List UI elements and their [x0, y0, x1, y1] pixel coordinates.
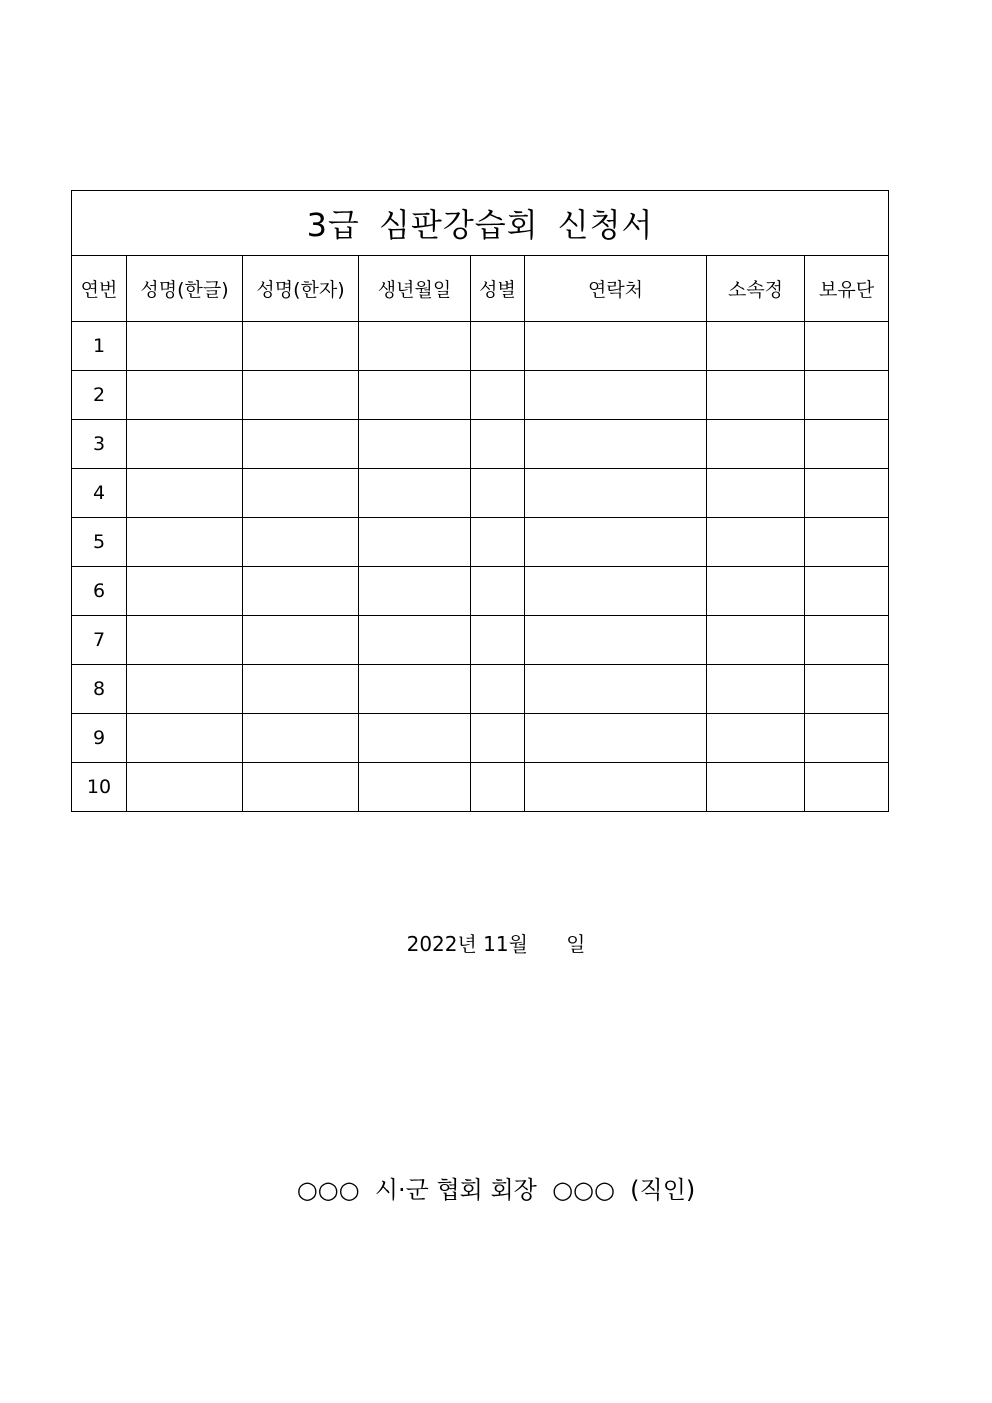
dan-rank-cell[interactable]	[805, 469, 889, 518]
row-number: 1	[72, 322, 127, 371]
table-row	[72, 567, 889, 616]
name-hanja-cell[interactable]	[243, 469, 359, 518]
birthdate-cell[interactable]	[359, 616, 471, 665]
name-korean-cell[interactable]	[127, 322, 243, 371]
contact-cell[interactable]	[525, 469, 707, 518]
row-number: 4	[72, 469, 127, 518]
contact-cell[interactable]	[525, 322, 707, 371]
gender-cell[interactable]	[471, 322, 525, 371]
header-gender: 성별	[471, 256, 525, 322]
birthdate-cell[interactable]	[359, 371, 471, 420]
header-birthdate: 생년월일	[359, 256, 471, 322]
dan-rank-cell[interactable]	[805, 616, 889, 665]
name-korean-cell[interactable]	[127, 420, 243, 469]
birthdate-cell[interactable]	[359, 420, 471, 469]
gender-cell[interactable]	[471, 518, 525, 567]
table-row	[72, 469, 889, 518]
contact-cell[interactable]	[525, 714, 707, 763]
table-row	[72, 420, 889, 469]
header-number: 연번	[72, 256, 127, 322]
contact-cell[interactable]	[525, 763, 707, 812]
name-korean-cell[interactable]	[127, 567, 243, 616]
table-row	[72, 322, 889, 371]
gender-cell[interactable]	[471, 469, 525, 518]
table-row	[72, 616, 889, 665]
name-hanja-cell[interactable]	[243, 616, 359, 665]
header-contact: 연락처	[525, 256, 707, 322]
row-number: 9	[72, 714, 127, 763]
table-row	[72, 665, 889, 714]
gender-cell[interactable]	[471, 616, 525, 665]
row-number: 6	[72, 567, 127, 616]
gender-cell[interactable]	[471, 420, 525, 469]
birthdate-cell[interactable]	[359, 322, 471, 371]
birthdate-cell[interactable]	[359, 469, 471, 518]
name-hanja-cell[interactable]	[243, 714, 359, 763]
name-korean-cell[interactable]	[127, 763, 243, 812]
affiliation-cell[interactable]	[707, 567, 805, 616]
affiliation-cell[interactable]	[707, 420, 805, 469]
gender-cell[interactable]	[471, 763, 525, 812]
row-number: 8	[72, 665, 127, 714]
name-hanja-cell[interactable]	[243, 420, 359, 469]
name-hanja-cell[interactable]	[243, 567, 359, 616]
dan-rank-cell[interactable]	[805, 420, 889, 469]
name-hanja-cell[interactable]	[243, 665, 359, 714]
contact-cell[interactable]	[525, 567, 707, 616]
name-korean-cell[interactable]	[127, 518, 243, 567]
contact-cell[interactable]	[525, 420, 707, 469]
row-number: 10	[72, 763, 127, 812]
affiliation-cell[interactable]	[707, 371, 805, 420]
signature-line: ○○○ 시·군 협회 회장 ○○○ (직인)	[296, 1176, 696, 1204]
name-hanja-cell[interactable]	[243, 322, 359, 371]
dan-rank-cell[interactable]	[805, 518, 889, 567]
dan-rank-cell[interactable]	[805, 322, 889, 371]
contact-cell[interactable]	[525, 371, 707, 420]
contact-cell[interactable]	[525, 616, 707, 665]
affiliation-cell[interactable]	[707, 518, 805, 567]
row-number: 2	[72, 371, 127, 420]
birthdate-cell[interactable]	[359, 714, 471, 763]
contact-cell[interactable]	[525, 665, 707, 714]
header-name-korean: 성명(한글)	[127, 256, 243, 322]
dan-rank-cell[interactable]	[805, 714, 889, 763]
gender-cell[interactable]	[471, 567, 525, 616]
header-name-hanja: 성명(한자)	[243, 256, 359, 322]
name-korean-cell[interactable]	[127, 616, 243, 665]
table-row	[72, 371, 889, 420]
affiliation-cell[interactable]	[707, 616, 805, 665]
affiliation-cell[interactable]	[707, 322, 805, 371]
name-hanja-cell[interactable]	[243, 371, 359, 420]
header-row	[72, 256, 889, 322]
application-date: 2022년 11월 일	[406, 932, 586, 956]
birthdate-cell[interactable]	[359, 665, 471, 714]
row-number: 7	[72, 616, 127, 665]
affiliation-cell[interactable]	[707, 469, 805, 518]
name-korean-cell[interactable]	[127, 714, 243, 763]
row-number: 3	[72, 420, 127, 469]
header-dan-rank: 보유단	[805, 256, 889, 322]
gender-cell[interactable]	[471, 371, 525, 420]
dan-rank-cell[interactable]	[805, 567, 889, 616]
table-row	[72, 518, 889, 567]
name-korean-cell[interactable]	[127, 371, 243, 420]
table-row	[72, 714, 889, 763]
gender-cell[interactable]	[471, 665, 525, 714]
name-hanja-cell[interactable]	[243, 763, 359, 812]
name-korean-cell[interactable]	[127, 469, 243, 518]
birthdate-cell[interactable]	[359, 567, 471, 616]
dan-rank-cell[interactable]	[805, 763, 889, 812]
birthdate-cell[interactable]	[359, 518, 471, 567]
affiliation-cell[interactable]	[707, 665, 805, 714]
row-number: 5	[72, 518, 127, 567]
name-korean-cell[interactable]	[127, 665, 243, 714]
affiliation-cell[interactable]	[707, 714, 805, 763]
contact-cell[interactable]	[525, 518, 707, 567]
gender-cell[interactable]	[471, 714, 525, 763]
name-hanja-cell[interactable]	[243, 518, 359, 567]
form-body	[72, 322, 889, 812]
dan-rank-cell[interactable]	[805, 371, 889, 420]
table-row	[72, 763, 889, 812]
affiliation-cell[interactable]	[707, 763, 805, 812]
application-form-table	[71, 190, 889, 812]
header-affiliation: 소속정	[707, 256, 805, 322]
dan-rank-cell[interactable]	[805, 665, 889, 714]
form-title: 3급 심판강습회 신청서	[72, 191, 889, 256]
birthdate-cell[interactable]	[359, 763, 471, 812]
